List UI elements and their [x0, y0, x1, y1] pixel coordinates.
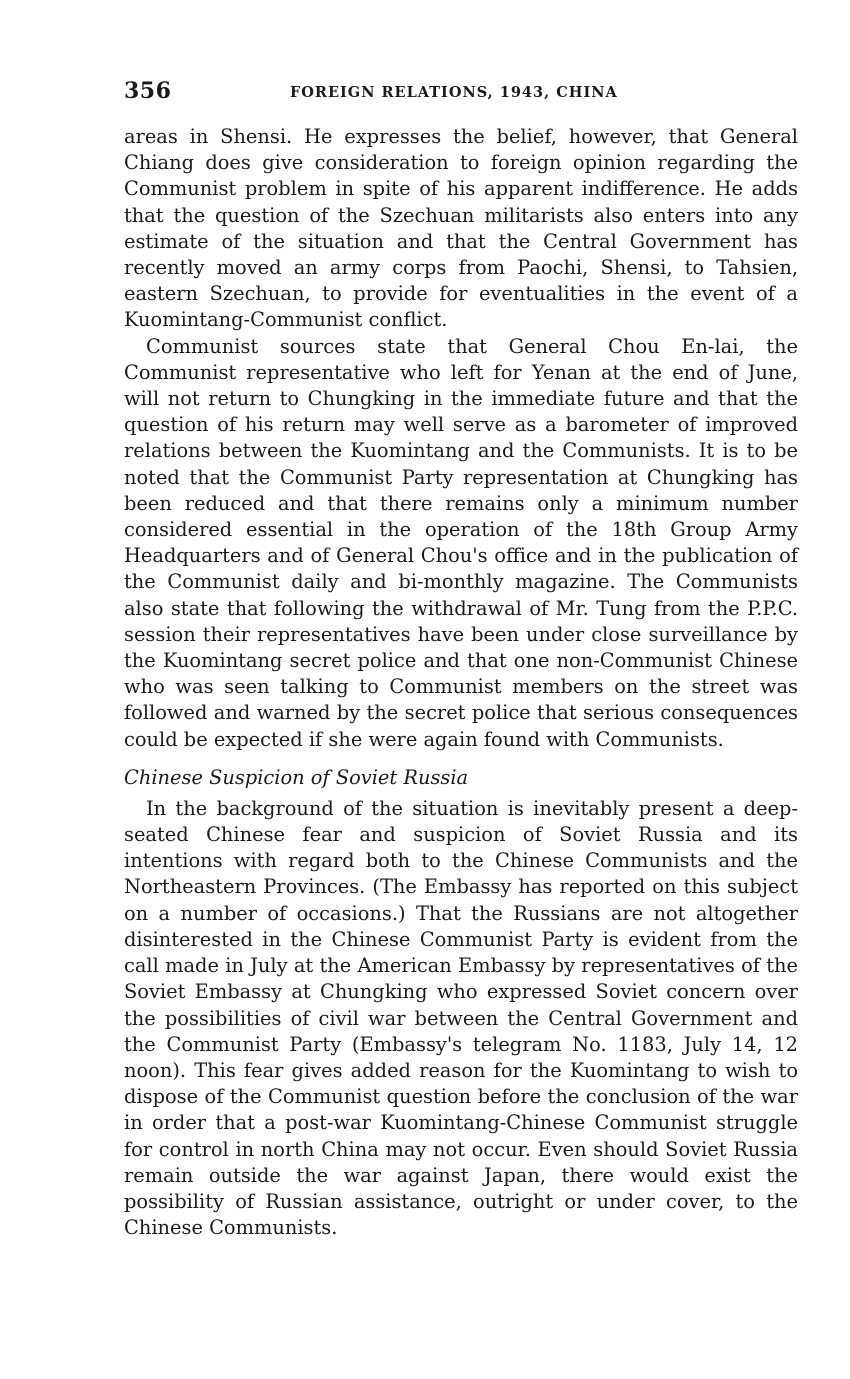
- paragraph-soviet-suspicion: In the background of the situation is inevitably present a deep-seated Chinese fear and suspicion of Soviet Russia and its intentions with regard both to the Chinese Communists and the Northeastern Provinces. (The Embassy has reported on this subject on a number of occasions.) That the Russians are not altogether disinterested in the Chinese Communist Party is evident from the call made in July at the American Embassy by representatives of the Soviet Embassy at Chungking who expressed Soviet concern over the possibilities of civil war between the Central Government and the Communist Party (Embassy's telegram No. 1183, July 14, 12 noon). This fear gives added reason for the Kuomintang to wish to dispose of the Communist question before the conclusion of the war in order that a post-war Kuomintang-Chinese Communist struggle for control in north China may not occur. Even should Soviet Russia remain outside the war against Japan, there would exist the possibility of Russian assistance, outright or under cover, to the Chinese Communists.: [124, 796, 798, 1240]
- section-heading: Chinese Suspicion of Soviet Russia: [124, 765, 469, 789]
- paragraph-continued: areas in Shensi. He expresses the belief, however, that General Chiang does give consideration to foreign opinion regarding the Communist problem in spite of his apparent indifference. He adds that the question of the Szechuan militarists also enters into any estimate of the situation and that the Central Government has recently moved an army corps from Paochi, Shensi, to Tahsien, eastern Szechuan, to provide for eventualities in the event of a Kuomintang-Communist conflict.: [124, 125, 798, 332]
- page-number: 356: [124, 78, 172, 104]
- running-header: [124, 78, 798, 112]
- document-page: [124, 78, 798, 1241]
- body-text: [124, 124, 798, 1241]
- paragraph-communist-sources: Communist sources state that General Chou En-lai, the Communist representative who left for Yenan at the end of June, will not return to Chungking in the immediate future and that the question of his return may well serve as a barometer of improved relations between the Kuomintang and the Communists. It is to be noted that the Communist Party representation at Chungking has been reduced and that there remains only a minimum number considered essential in the operation of the 18th Group Army Headquarters and of General Chou's office and in the publication of the Communist daily and bi-monthly magazine. The Communists also state that following the withdrawal of Mr. Tung from the P.P.C. session their representatives have been under close surveillance by the Kuomintang secret police and that one non-Communist Chinese who was seen talking to Communist members on the street was followed and warned by the secret police that serious consequences could be expected if she were again found with Communists.: [124, 334, 798, 751]
- running-title: FOREIGN RELATIONS, 1943, CHINA: [290, 84, 618, 101]
